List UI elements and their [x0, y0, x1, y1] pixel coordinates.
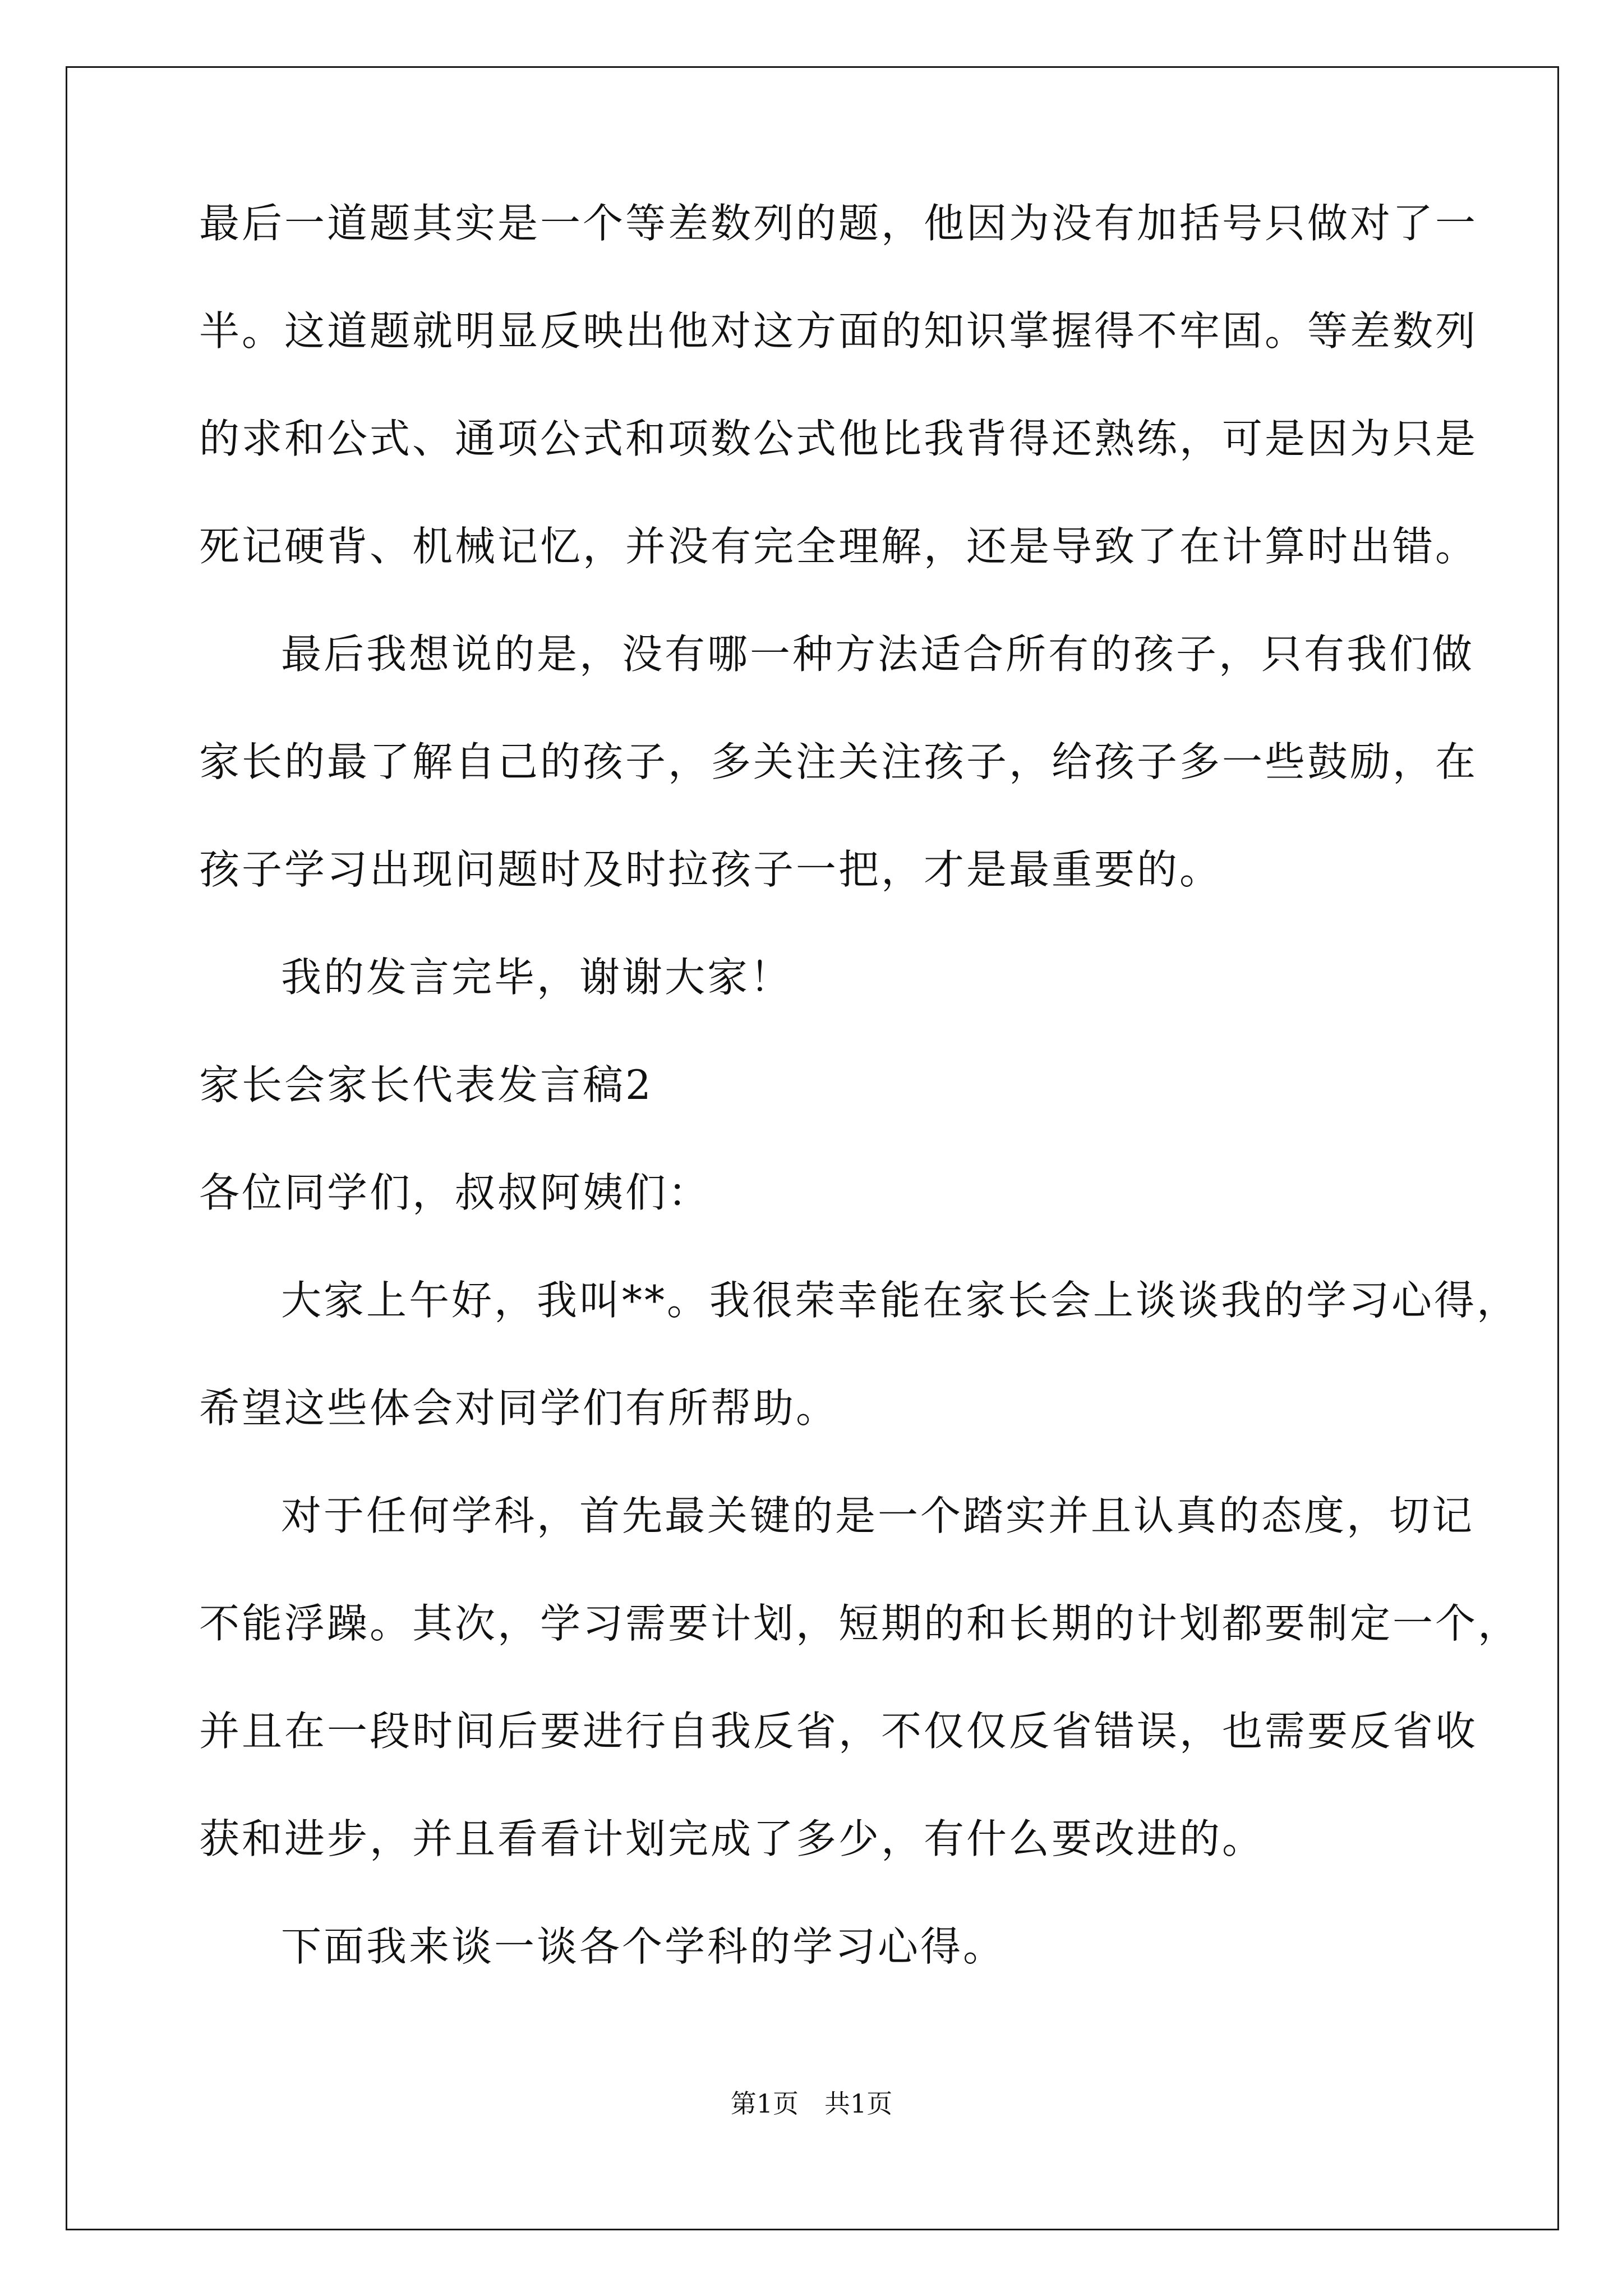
text-line: 获和进步，并且看看计划完成了多少，有什么要改进的。: [199, 1815, 1265, 1862]
section-heading: 家长会家长代表发言稿2: [199, 1061, 653, 1108]
paragraph-start: 最后我想说的是，没有哪一种方法适合所有的孩子，只有我们做: [281, 631, 1475, 678]
text-line: 并且在一段时间后要进行自我反省，不仅仅反省错误，也需要反省收: [199, 1708, 1478, 1755]
text-line: 希望这些体会对同学们有所帮助。: [199, 1384, 839, 1432]
paragraph-start: 下面我来谈一谈各个学科的学习心得。: [281, 1923, 1006, 1970]
page-total: 共1页: [824, 2088, 893, 2119]
text-line: 不能浮躁。其次，学习需要计划，短期的和长期的计划都要制定一个，: [199, 1600, 1521, 1647]
paragraph-start: 我的发言完毕，谢谢大家！: [281, 954, 793, 1001]
paragraph-start: 大家上午好，我叫**。我很荣幸能在家长会上谈谈我的学习心得，: [281, 1277, 1520, 1324]
text-line: 最后一道题其实是一个等差数列的题，他因为没有加括号只做对了一: [199, 200, 1478, 247]
salutation: 各位同学们，叔叔阿姨们：: [199, 1169, 711, 1216]
text-line: 的求和公式、通项公式和项数公式他比我背得还熟练，可是因为只是: [199, 415, 1478, 462]
text-line: 死记硬背、机械记忆，并没有完全理解，还是导致了在计算时出错。: [199, 523, 1478, 570]
text-line: 孩子学习出现问题时及时拉孩子一把，才是最重要的。: [199, 846, 1223, 893]
page-footer: [0, 2087, 1623, 2120]
text-line: 半。这道题就明显反映出他对这方面的知识掌握得不牢固。等差数列: [199, 307, 1478, 355]
document-body: [199, 196, 1521, 2027]
text-line: 家长的最了解自己的孩子，多关注关注孩子，给孩子多一些鼓励，在: [199, 738, 1478, 785]
page-number: 第1页: [730, 2088, 799, 2119]
paragraph-start: 对于任何学科，首先最关键的是一个踏实并且认真的态度，切记: [281, 1492, 1475, 1539]
